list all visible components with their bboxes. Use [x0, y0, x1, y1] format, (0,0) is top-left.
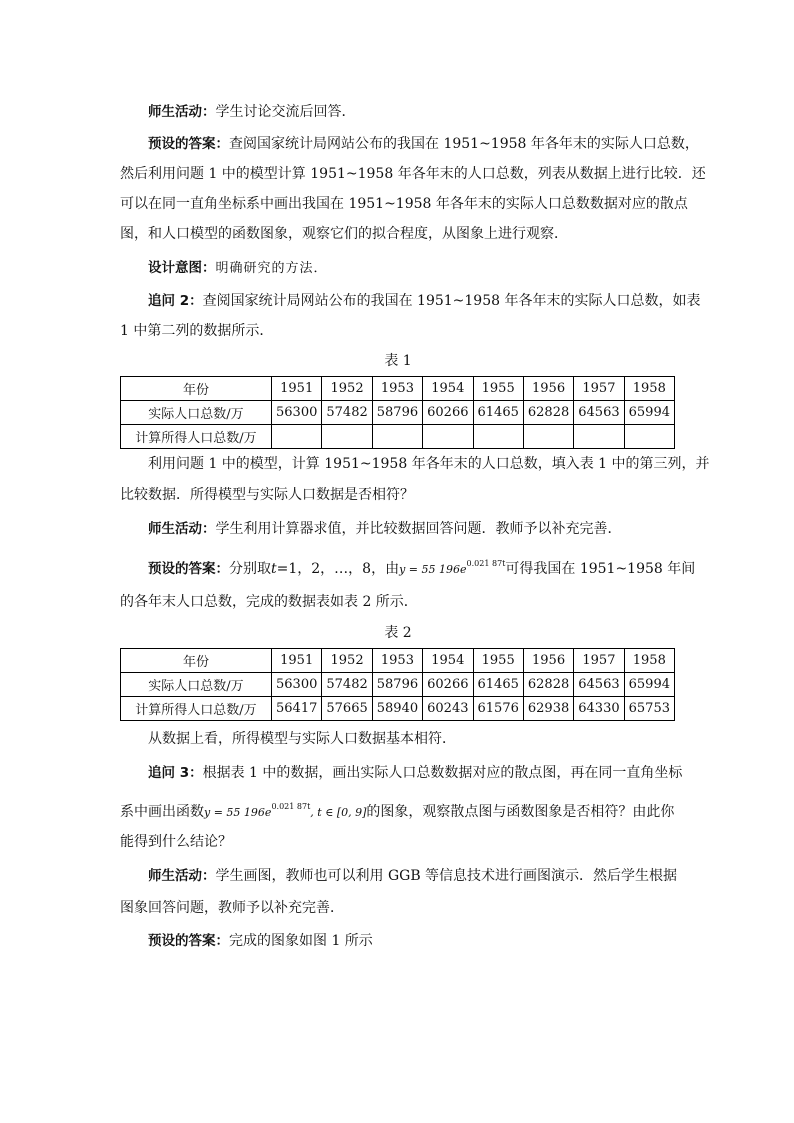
table-cell: 1954 — [423, 377, 473, 401]
table-cell: 1952 — [322, 377, 372, 401]
table-cell: 1951 — [272, 377, 322, 401]
para-teacher-student-activity-2: 师生活动：学生利用计算器求值，并比较数据回答问题．教师予以补充完善． — [148, 521, 622, 537]
para-design-intent: 设计意图：明确研究的方法． — [148, 260, 328, 276]
formula: y = 55 196e — [204, 806, 272, 819]
table-cell: 1953 — [372, 377, 422, 401]
para-teacher-student-activity-1: 师生活动：学生讨论交流后回答． — [148, 104, 356, 120]
text-line: 的各年末人口总数，完成的数据表如表 2 所示． — [120, 594, 418, 610]
table-header-cell: 计算所得人口总数/万 — [121, 697, 272, 721]
table-cell: 65994 — [624, 401, 674, 425]
table2 — [120, 648, 675, 721]
text-line: 能得到什么结论？ — [120, 834, 232, 850]
table-cell — [473, 425, 523, 449]
table-cell: 1954 — [423, 649, 473, 673]
table-cell — [322, 425, 372, 449]
text-line: 利用问题 1 中的模型，计算 1951~1958 年各年末的人口总数，填入表 1 中的第三列，并 — [148, 456, 710, 472]
table-cell: 65994 — [624, 673, 674, 697]
para-teacher-student-activity-3: 师生活动：学生画图，教师也可以利用 GGB 等信息技术进行画图演示．然后学生根据 — [148, 868, 678, 884]
table-cell: 1958 — [624, 377, 674, 401]
table-cell: 57482 — [322, 673, 372, 697]
formula: y = 55 196e — [399, 563, 467, 576]
table-cell: 58796 — [372, 401, 422, 425]
table-cell: 1957 — [574, 649, 624, 673]
text-line: 从数据上看，所得模型与实际人口数据基本相符． — [148, 731, 456, 747]
para-preset-answer-3: 预设的答案：完成的图象如图 1 所示 — [148, 933, 373, 949]
table-cell: 61576 — [473, 697, 523, 721]
table-cell: 60243 — [423, 697, 473, 721]
table-cell: 65753 — [624, 697, 674, 721]
table-header-cell: 年份 — [121, 649, 272, 673]
table-cell: 58940 — [372, 697, 422, 721]
text-line: 可以在同一直角坐标系中画出我国在 1951~1958 年各年末的实际人口总数数据对应的散点 — [120, 196, 688, 212]
table-cell: 58796 — [372, 673, 422, 697]
table1 — [120, 376, 675, 449]
table-cell: 57482 — [322, 401, 372, 425]
table-cell: 1958 — [624, 649, 674, 673]
table-header-cell: 实际人口总数/万 — [121, 673, 272, 697]
table-cell: 60266 — [423, 401, 473, 425]
para-preset-answer-2: 预设的答案：分别取t=1，2，…，8，由y = 55 $196e^{0.021 87t}$可得我国在 1951~1958 年间 — [148, 559, 696, 577]
table-cell: 1951 — [272, 649, 322, 673]
table-cell: 62938 — [523, 697, 573, 721]
table-row — [121, 649, 675, 673]
table-cell: 1956 — [523, 377, 573, 401]
text-line: 图，和人口模型的函数图象，观察它们的拟合程度，从图象上进行观察． — [120, 226, 568, 242]
text-line: 然后利用问题 1 中的模型计算 1951~1958 年各年末的人口总数，列表从数据上进行比较．还 — [120, 166, 706, 182]
table-row — [121, 401, 675, 425]
table-cell: 64563 — [574, 401, 624, 425]
table-cell — [624, 425, 674, 449]
table-row — [121, 673, 675, 697]
table-cell — [574, 425, 624, 449]
text-line: 1 中第二列的数据所示． — [120, 323, 274, 339]
para-follow-up-3: 追问 3：根据表 1 中的数据，画出实际人口总数数据对应的散点图，再在同一直角坐标 — [148, 765, 683, 781]
para-follow-up-2: 追问 2：查阅国家统计局网站公布的我国在 1951~1958 年各年末的实际人口总数，如表 — [148, 293, 701, 309]
table-cell — [372, 425, 422, 449]
table-cell: 64330 — [574, 697, 624, 721]
table-cell: 56300 — [272, 401, 322, 425]
table-cell: 1957 — [574, 377, 624, 401]
table-row — [121, 697, 675, 721]
table-cell: 56417 — [272, 697, 322, 721]
text-line: 图象回答问题，教师予以补充完善． — [120, 900, 344, 916]
text-line: 比较数据．所得模型与实际人口数据是否相符？ — [120, 487, 414, 503]
table-cell: 1956 — [523, 649, 573, 673]
table-cell: 1953 — [372, 649, 422, 673]
text-line: 系中画出函数y = 55 $196e^{0.021 87t}$, t ∈ [0, 9]的图象，观察散点图与函数图象是否相符？由此你 — [120, 802, 675, 820]
table-cell: 60266 — [423, 673, 473, 697]
table-cell: 1952 — [322, 649, 372, 673]
table-cell: 64563 — [574, 673, 624, 697]
table-cell: 61465 — [473, 401, 523, 425]
table-row — [121, 425, 675, 449]
table-header-cell: 计算所得人口总数/万 — [121, 425, 272, 449]
table-cell: 57665 — [322, 697, 372, 721]
table-cell: 1955 — [473, 377, 523, 401]
para-preset-answer-1: 预设的答案：查阅国家统计局网站公布的我国在 1951~1958 年各年末的实际人口总数， — [148, 136, 699, 152]
table2-caption: 表 2 — [384, 625, 412, 641]
table1-caption: 表 1 — [384, 353, 412, 369]
table-cell — [523, 425, 573, 449]
table-header-cell: 年份 — [121, 377, 272, 401]
table-cell: 62828 — [523, 673, 573, 697]
table-row — [121, 377, 675, 401]
table-cell: 1955 — [473, 649, 523, 673]
table-cell: 62828 — [523, 401, 573, 425]
table-header-cell: 实际人口总数/万 — [121, 401, 272, 425]
table-cell: 56300 — [272, 673, 322, 697]
table-cell — [272, 425, 322, 449]
table-cell: 61465 — [473, 673, 523, 697]
table-cell — [423, 425, 473, 449]
